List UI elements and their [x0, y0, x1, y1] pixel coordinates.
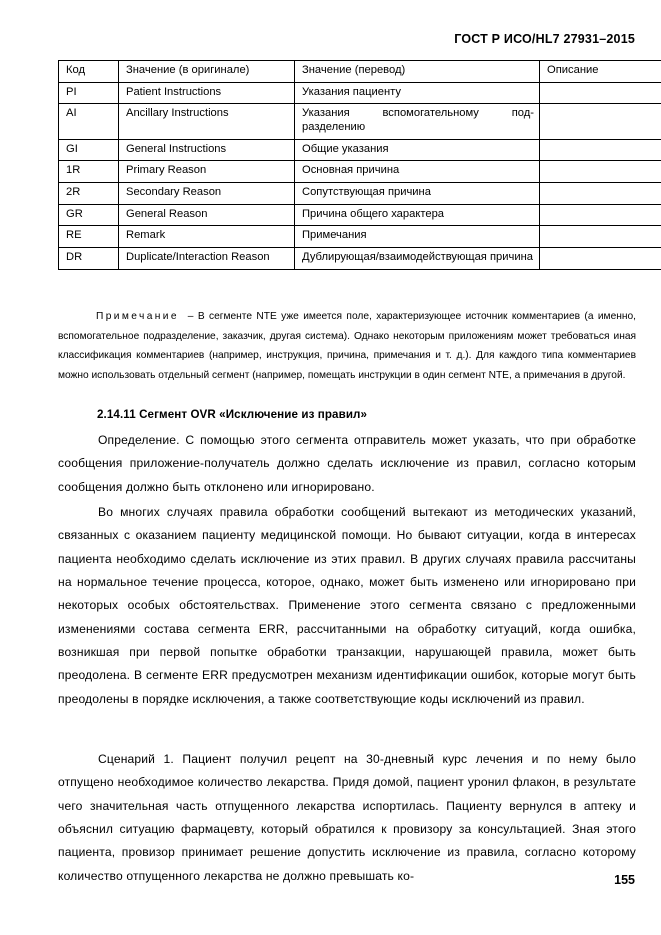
cell-translation: Общие указания — [295, 139, 540, 161]
cell-description — [540, 226, 661, 248]
cell-code: DR — [59, 247, 119, 269]
cell-original: Ancillary Instructions — [119, 104, 295, 139]
note-dash-glyph: – — [187, 311, 194, 323]
table-body — [59, 82, 661, 269]
cell-translation: Сопутствующая причина — [295, 182, 540, 204]
table-row — [59, 247, 661, 269]
table-row — [59, 204, 661, 226]
cell-code: PI — [59, 82, 119, 104]
cell-description — [540, 247, 661, 269]
cell-original: Duplicate/Interaction Reason — [119, 247, 295, 269]
table-row — [59, 139, 661, 161]
table-row — [59, 104, 661, 139]
cell-translation: Указания пациенту — [295, 82, 540, 104]
cell-translation: Указания вспомогательному под-разделению — [295, 104, 540, 139]
column-header-description: Описание — [540, 61, 661, 83]
cell-code: GI — [59, 139, 119, 161]
cell-code: 2R — [59, 182, 119, 204]
note-label: Примечание — [96, 311, 179, 323]
table-note — [58, 307, 636, 385]
section-heading: 2.14.11 Сегмент OVR «Исключение из правил» — [97, 407, 368, 421]
table-row — [59, 82, 661, 104]
paragraph-definition: Определение. С помощью этого сегмента отправитель может указать, что при обработке сообщения приложение-получатель должно сделать исключение из правил, согласно которым сообщения должно быть отклонено или игнорировано. — [58, 433, 636, 494]
note-text: В сегменте NTE уже имеется поле, характеризующее источник комментариев (а именно, вспомогательное подразделение, заказчик, другая система). Однако некоторым приложениям может требоваться иная классификация комментариев (например, инструкция, причина, примечания и т. д.). Для каждого типа комментариев можно использовать отдельный сегмент (например, помещать инструкции в один сегмент NTE, а примечания в другой. — [58, 311, 636, 381]
cell-translation: Основная причина — [295, 161, 540, 183]
cell-original: Primary Reason — [119, 161, 295, 183]
table-row — [59, 226, 661, 248]
cell-original: General Instructions — [119, 139, 295, 161]
table-row — [59, 182, 661, 204]
cell-translation: Примечания — [295, 226, 540, 248]
cell-description — [540, 204, 661, 226]
cell-translation: Причина общего характера — [295, 204, 540, 226]
cell-translation: Дублирующая/взаимодействующая причина — [295, 247, 540, 269]
document-header-standard-number: ГОСТ Р ИСО/HL7 27931–2015 — [454, 32, 635, 46]
column-header-original: Значение (в оригинале) — [119, 61, 295, 83]
cell-code: AI — [59, 104, 119, 139]
cell-original: General Reason — [119, 204, 295, 226]
cell-description — [540, 104, 661, 139]
cell-original: Secondary Reason — [119, 182, 295, 204]
cell-original: Remark — [119, 226, 295, 248]
column-header-translation: Значение (перевод) — [295, 61, 540, 83]
nte-comment-source-code-table — [58, 60, 661, 270]
table-header — [59, 61, 661, 83]
cell-description — [540, 139, 661, 161]
table-row — [59, 161, 661, 183]
column-header-code: Код — [59, 61, 119, 83]
paragraph-scenario: Сценарий 1. Пациент получил рецепт на 30-дневный курс лечения и по нему было отпущено необходимое количество лекарства. Придя домой, пациент уронил флакон, в результате чего значительная часть отпущенного лекарства испортилась. Пациенту вернулся в аптеку и объяснил ситуацию фармацевту, который обратился к провизору за консультацией. Зная этого пациента, провизор принимает решение допустить исключение из правила, согласно которому количество отпущенного лекарства не должно превышать ко- — [58, 752, 636, 883]
note-dash — [179, 311, 188, 322]
table-header-row — [59, 61, 661, 83]
cell-code: GR — [59, 204, 119, 226]
paragraph-cases: Во многих случаях правила обработки сообщений вытекают из методических указаний, связанных с оказанием пациенту медицинской помощи. Но бывают ситуации, когда в интересах пациента необходимо сделать исключение из этих правил. В других случаях правила рассчитаны на нормальное течение процесса, которое, однако, может быть изменено или игнорировано при некоторых особых обстоятельствах. Применение этого сегмента связано с предложенными изменениями состава сегмента ERR, рассчитанными на обработку ситуаций, когда ошибка, возникшая при первой попытке обработки транзакции, нарушающей правила, может быть преодолена. В сегменте ERR предусмотрен механизм идентификации ошибок, которые могут быть преодолены в порядке исключения, а также соответствующие коды исключений из правил. — [58, 505, 636, 706]
cell-description — [540, 82, 661, 104]
cell-description — [540, 161, 661, 183]
cell-original: Patient Instructions — [119, 82, 295, 104]
cell-code: 1R — [59, 161, 119, 183]
page-number: 155 — [614, 873, 635, 887]
cell-code: RE — [59, 226, 119, 248]
cell-description — [540, 182, 661, 204]
